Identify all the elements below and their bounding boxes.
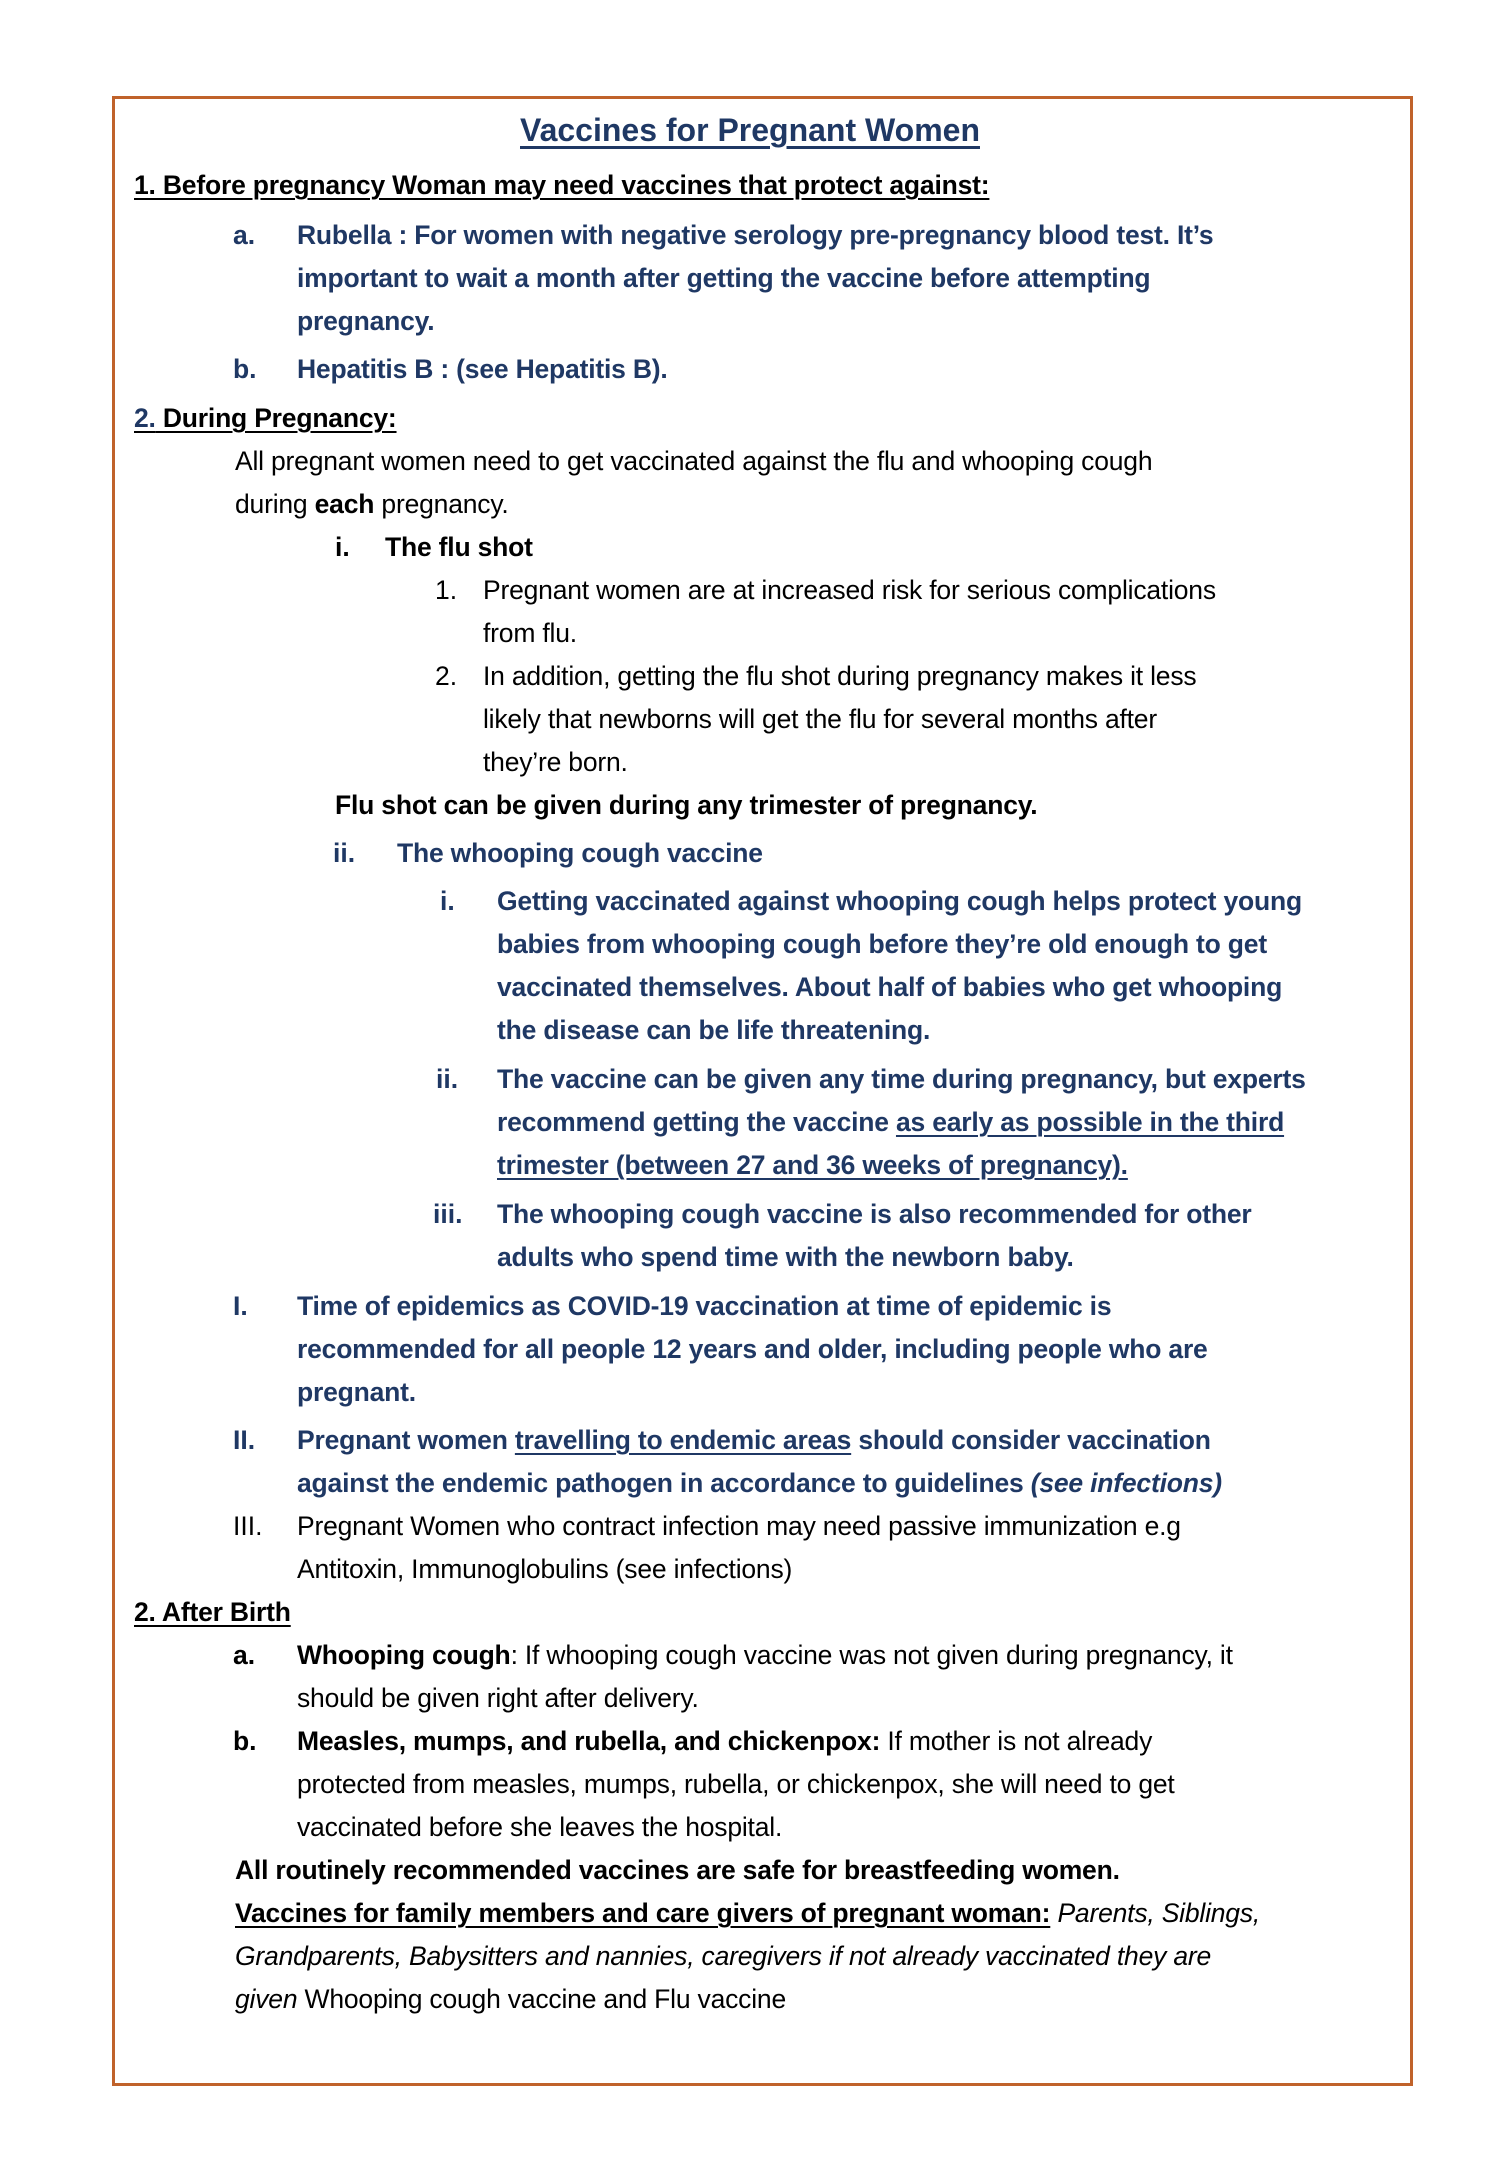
list-label: I. xyxy=(233,1291,248,1321)
list-label: III. xyxy=(233,1511,263,1541)
whooping-point-cont: vaccinated themselves. About half of babies who get whooping xyxy=(497,972,1283,1002)
family-vaccines-cont: given Whooping cough vaccine and Flu vaccine xyxy=(235,1984,786,2014)
roman-item-passive: Pregnant Women who contract infection may need passive immunization e.g xyxy=(297,1511,1181,1541)
list-label: a. xyxy=(233,1640,256,1670)
intro-text: All pregnant women need to get vaccinated against the flu and whooping cough xyxy=(235,446,1153,476)
whooping-point: The vaccine can be given any time during pregnancy, but experts xyxy=(497,1064,1306,1094)
roman-item-covid-cont: pregnant. xyxy=(297,1377,416,1407)
after-birth-item-mmr: Measles, mumps, and rubella, and chickenpox: If mother is not already xyxy=(297,1726,1153,1756)
list-label: 1. xyxy=(435,575,458,605)
list-label: II. xyxy=(233,1425,256,1455)
whooping-cough-heading: The whooping cough vaccine xyxy=(397,838,763,868)
list-label: 2. xyxy=(435,661,458,691)
whooping-point-cont: recommend getting the vaccine as early as possible in the third xyxy=(497,1107,1285,1137)
roman-item-covid: Time of epidemics as COVID-19 vaccination at time of epidemic is xyxy=(297,1291,1112,1321)
whooping-point: Getting vaccinated against whooping cough helps protect young xyxy=(497,886,1302,916)
flu-shot-note: Flu shot can be given during any trimester of pregnancy. xyxy=(335,790,1038,820)
list-item-rubella: Rubella : For women with negative serology pre-pregnancy blood test. It’s xyxy=(297,220,1214,250)
family-vaccines-heading: Vaccines for family members and care givers of pregnant woman: xyxy=(235,1898,1051,1928)
list-item-rubella-cont: pregnancy. xyxy=(297,306,435,336)
flu-point: In addition, getting the flu shot during pregnancy makes it less xyxy=(483,661,1197,691)
list-label: ii. xyxy=(333,838,356,868)
breastfeeding-note: All routinely recommended vaccines are safe for breastfeeding women. xyxy=(235,1855,1120,1885)
whooping-point-cont: babies from whooping cough before they’re old enough to get xyxy=(497,929,1267,959)
intro-text-cont: during each pregnancy. xyxy=(235,489,509,519)
roman-item-travel-cont: against the endemic pathogen in accordance to guidelines (see infections) xyxy=(297,1468,1222,1498)
list-label: ii. xyxy=(436,1064,459,1094)
roman-item-covid-cont: recommended for all people 12 years and older, including people who are xyxy=(297,1334,1208,1364)
list-item-rubella-cont: important to wait a month after getting the vaccine before attempting xyxy=(297,263,1151,293)
list-label: b. xyxy=(233,354,257,384)
after-birth-item-whooping-cont: should be given right after delivery. xyxy=(297,1683,699,1713)
page-title: Vaccines for Pregnant Women xyxy=(520,112,980,148)
flu-point-cont: likely that newborns will get the flu for several months after xyxy=(483,704,1157,734)
list-label: a. xyxy=(233,220,256,250)
whooping-point-cont: the disease can be life threatening. xyxy=(497,1015,931,1045)
roman-item-passive-cont: Antitoxin, Immunoglobulins (see infections) xyxy=(297,1554,793,1584)
list-item-hepatitis-b: Hepatitis B : (see Hepatitis B). xyxy=(297,354,668,384)
after-birth-item-mmr-cont: vaccinated before she leaves the hospital. xyxy=(297,1812,783,1842)
list-label: b. xyxy=(233,1726,257,1756)
section-heading-during-pregnancy: 2. During Pregnancy: xyxy=(134,403,397,433)
roman-item-travel: Pregnant women travelling to endemic areas should consider vaccination xyxy=(297,1425,1211,1455)
list-label: iii. xyxy=(433,1199,463,1229)
whooping-point: The whooping cough vaccine is also recommended for other xyxy=(497,1199,1252,1229)
section-heading-after-birth: 2. After Birth xyxy=(134,1597,291,1627)
after-birth-item-mmr-cont: protected from measles, mumps, rubella, or chickenpox, she will need to get xyxy=(297,1769,1175,1799)
family-vaccines-cont: Grandparents, Babysitters and nannies, caregivers if not already vaccinated they are xyxy=(235,1941,1212,1971)
whooping-point-cont: trimester (between 27 and 36 weeks of pregnancy). xyxy=(497,1150,1128,1180)
timing-highlight: as early as possible in the third xyxy=(895,1107,1285,1137)
list-label: i. xyxy=(440,886,455,916)
list-label: i. xyxy=(335,532,350,562)
after-birth-item-whooping: Whooping cough: If whooping cough vaccine was not given during pregnancy, it xyxy=(297,1640,1233,1670)
section-heading-before-pregnancy: 1. Before pregnancy Woman may need vaccines that protect against: xyxy=(134,170,990,200)
flu-shot-heading: The flu shot xyxy=(385,532,533,562)
section-number: 2. xyxy=(134,403,156,433)
family-vaccines: Vaccines for family members and care givers of pregnant woman: Parents, Siblings, xyxy=(235,1898,1261,1928)
whooping-point-cont: adults who spend time with the newborn baby. xyxy=(497,1242,1074,1272)
flu-point: Pregnant women are at increased risk for serious complications xyxy=(483,575,1216,605)
flu-point-cont: they’re born. xyxy=(483,747,628,777)
flu-point-cont: from flu. xyxy=(483,618,577,648)
